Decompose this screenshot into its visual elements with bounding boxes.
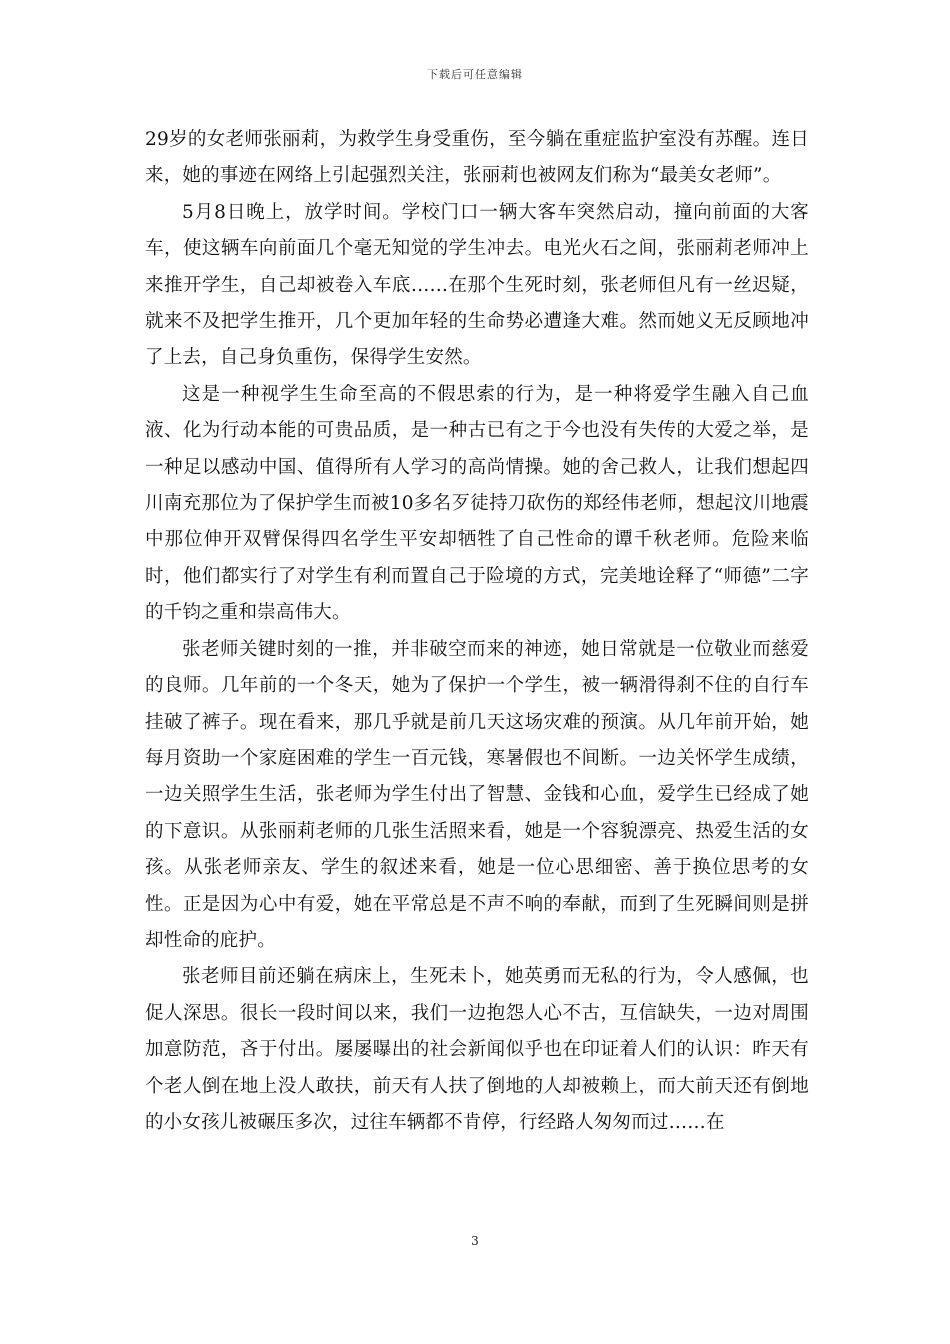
page-number: 3 [471, 1234, 479, 1248]
paragraph-5: 张老师目前还躺在病床上，生死未卜，她英勇而无私的行为，令人感佩，也促人深思。很长一段时间以来，我们一边抱怨人心不古，互信缺失，一边对周围加意防范，吝于付出。屡屡曝出的社会新闻似乎也在印证着人们的认识：昨天有个老人倒在地上没人敢扶，前天有人扶了倒地的人却被赖上，而大前天还有倒地的小女孩儿被碾压多次，过往车辆都不肯停，行经路人匆匆而过……在 [145, 966, 809, 1133]
paragraph-3: 这是一种视学生生命至高的不假思索的行为，是一种将爱学生融入自己血液、化为行动本能的可贵品质，是一种古已有之于今也没有失传的大爱之举，是一种足以感动中国、值得所有人学习的高尚情操。她的舍己救人，让我们想起四川南充那位为了保护学生而被10多名歹徒持刀砍伤的郑经伟老师，想起汶川地震中那位伸开双臂保得四名学生平安却牺牲了自己性命的谭千秋老师。危险来临时，他们都实行了对学生有利而置自己于险境的方式，完美地诠释了“师德”二字的千钧之重和崇高伟大。 [145, 383, 809, 624]
paragraph-4: 张老师关键时刻的一推，并非破空而来的神迹，她日常就是一位敬业而慈爱的良师。几年前的一个冬天，她为了保护一个学生，被一辆滑得刹不住的自行车挂破了裤子。现在看来，那几乎就是前几天这场灾难的预演。从几年前开始，她每月资助一个家庭困难的学生一百元钱，寒暑假也不间断。一边关怀学生成绩，一边关照学生生活，张老师为学生付出了智慧、金钱和心血，爱学生已经成了她的下意识。从张丽莉老师的几张生活照来看，她是一个容貌漂亮、热爱生活的女孩。从张老师亲友、学生的叙述来看，她是一位心思细密、善于换位思考的女性。正是因为心中有爱，她在平常总是不声不响的奉献，而到了生死瞬间则是拼却性命的庇护。 [145, 638, 809, 951]
paragraph-2: 5月8日晚上，放学时间。学校门口一辆大客车突然启动，撞向前面的大客车，使这辆车向前面几个毫无知觉的学生冲去。电光火石之间，张丽莉老师冲上来推开学生，自己却被卷入车底……在那个生死时刻，张老师但凡有一丝迟疑，就来不及把学生推开，几个更加年轻的生命势必遭逢大难。然而她义无反顾地冲了上去，自己身负重伤，保得学生安然。 [145, 201, 809, 369]
document-body [145, 122, 809, 1141]
page-header: 下载后可任意编辑 [427, 68, 523, 81]
paragraph-1: 29岁的女老师张丽莉，为救学生身受重伤，至今躺在重症监护室没有苏醒。连日来，她的事迹在网络上引起强烈关注，张丽莉也被网友们称为“最美女老师”。 [145, 129, 809, 187]
